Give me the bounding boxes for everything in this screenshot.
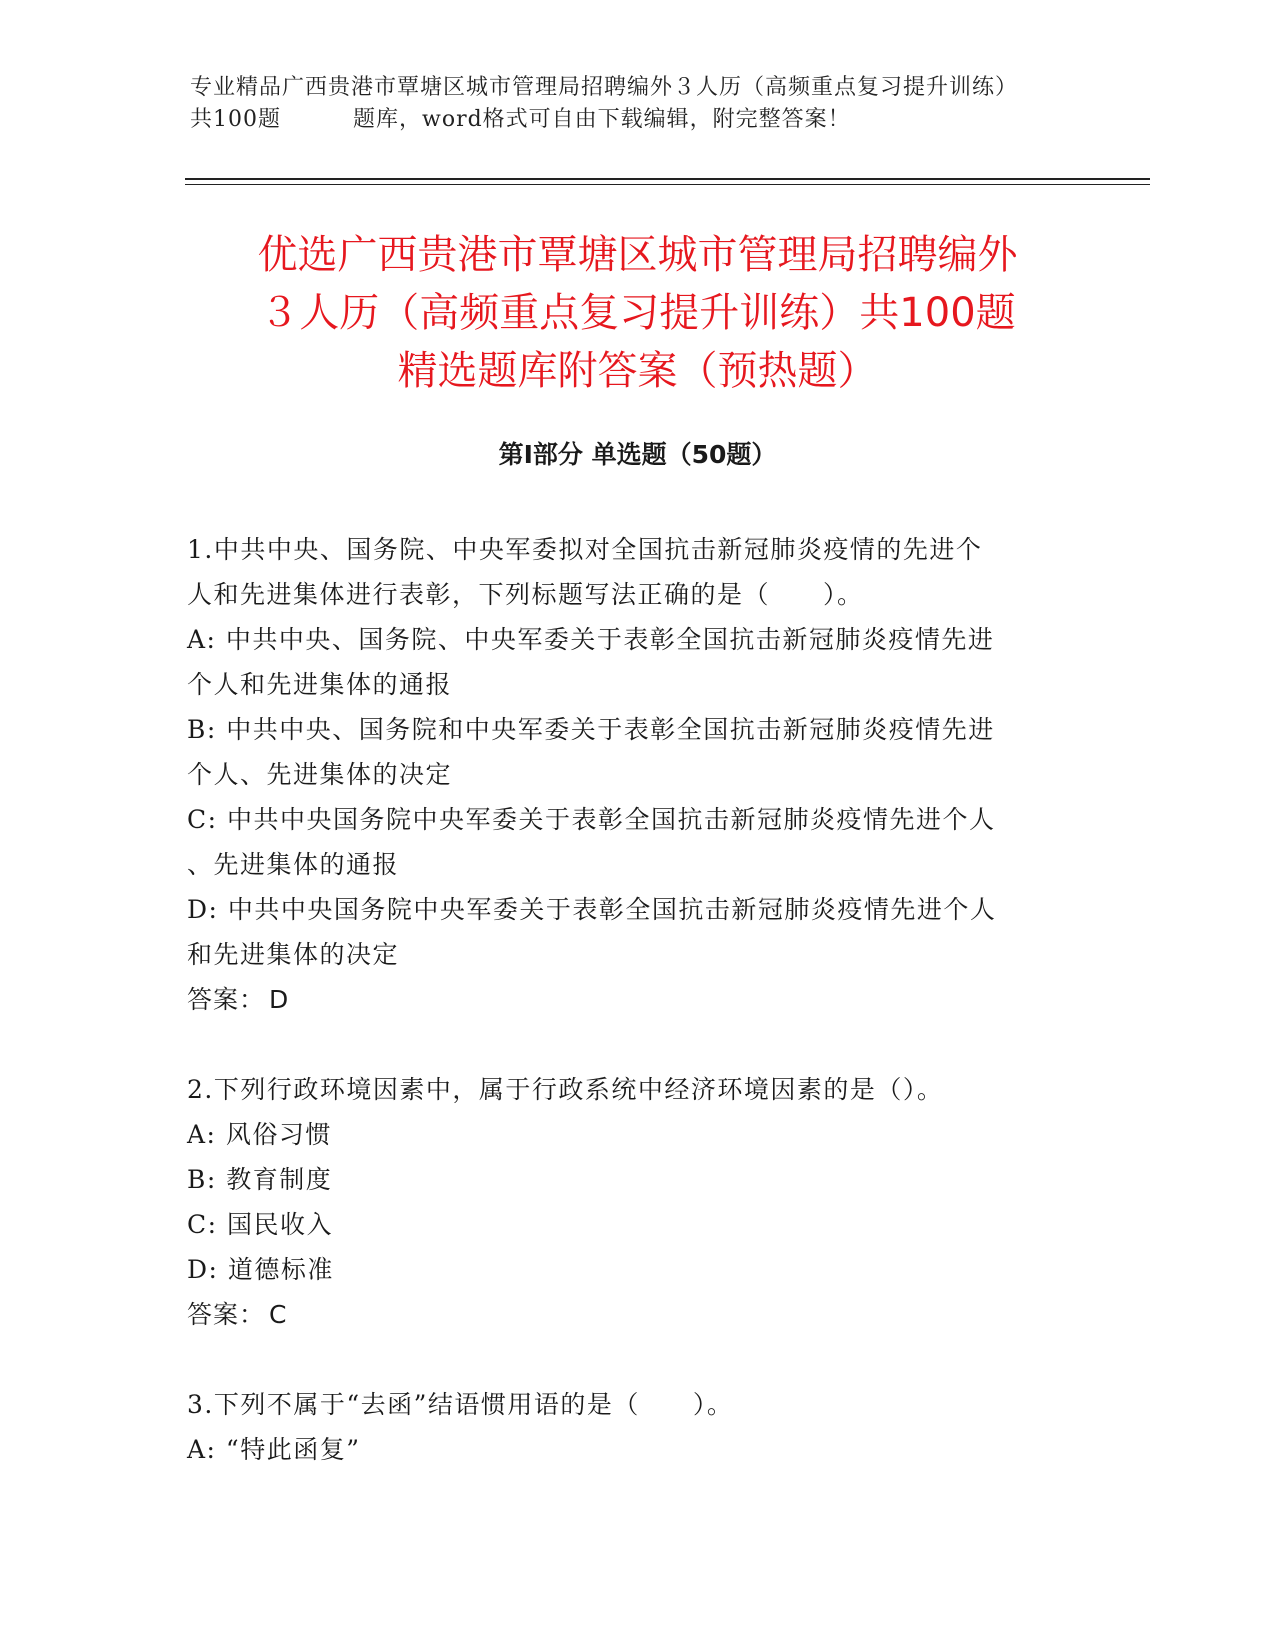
answer-value: D [269, 985, 290, 1014]
question-stem-line: 2.下列行政环境因素中，属于行政系统中经济环境因素的是（）。 [187, 1075, 944, 1104]
section-heading: 第Ⅰ部分 单选题（50题） [498, 440, 777, 469]
answer-label: 答案： [187, 1300, 266, 1329]
answer-label: 答案： [187, 985, 266, 1014]
option-a-cont: 个人和先进集体的通报 [187, 670, 453, 699]
option-b: B: 教育制度 [187, 1165, 333, 1194]
header-line-2-desc: 题库，word格式可自由下载编辑，附完整答案！ [353, 107, 851, 132]
question-1 [187, 527, 1067, 1022]
question-spacer [187, 1022, 1067, 1067]
option-c: C: 中共中央国务院中央军委关于表彰全国抗击新冠肺炎疫情先进个人 [187, 805, 996, 834]
header-rule-thin [185, 184, 1150, 185]
option-d: D: 道德标准 [187, 1255, 334, 1284]
option-a: A: 中共中央、国务院、中央军委关于表彰全国抗击新冠肺炎疫情先进 [187, 625, 995, 654]
option-c-cont: 、先进集体的通报 [187, 850, 400, 879]
header-rule-thick [185, 178, 1150, 180]
question-3 [187, 1382, 1067, 1472]
header-note [190, 72, 1090, 136]
question-spacer [187, 1337, 1067, 1382]
option-d-cont: 和先进集体的决定 [187, 940, 400, 969]
option-b-cont: 个人、先进集体的决定 [187, 760, 453, 789]
answer-value: C [269, 1300, 288, 1329]
option-b: B: 中共中央、国务院和中央军委关于表彰全国抗击新冠肺炎疫情先进 [187, 715, 995, 744]
option-a: A: “特此函复” [187, 1435, 361, 1464]
question-list [187, 527, 1067, 1472]
title-line-1: 优选广西贵港市覃塘区城市管理局招聘编外 [257, 232, 1018, 278]
header-line-1: 专业精品广西贵港市覃塘区城市管理局招聘编外３人历（高频重点复习提升训练） [190, 75, 1019, 100]
question-stem-line: 1.中共中央、国务院、中央军委拟对全国抗击新冠肺炎疫情的先进个 [187, 535, 983, 564]
question-stem-line: 3.下列不属于“去函”结语惯用语的是（ ）。 [187, 1390, 734, 1419]
document-title [160, 226, 1115, 400]
header-line-2 [190, 104, 1090, 136]
question-stem-line: 人和先进集体进行表彰，下列标题写法正确的是（ ）。 [187, 580, 864, 609]
answer-line [187, 1292, 1067, 1337]
option-a: A: 风俗习惯 [187, 1120, 332, 1149]
title-line-2: ３人历（高频重点复习提升训练）共100题 [259, 290, 1016, 336]
option-c: C: 国民收入 [187, 1210, 333, 1239]
header-line-2-count: 共100题 [190, 107, 281, 132]
option-d: D: 中共中央国务院中央军委关于表彰全国抗击新冠肺炎疫情先进个人 [187, 895, 997, 924]
question-2 [187, 1067, 1067, 1337]
answer-line [187, 977, 1067, 1022]
title-line-3: 精选题库附答案（预热题） [397, 348, 878, 394]
